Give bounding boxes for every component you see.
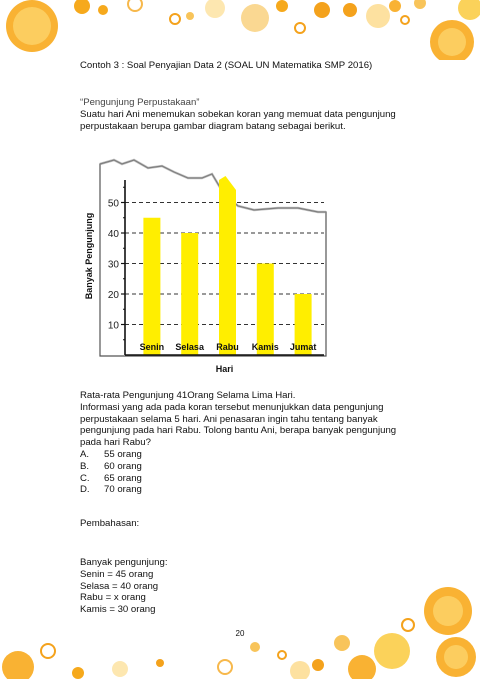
y-tick-label: 20 bbox=[107, 290, 119, 301]
solution-heading: Pembahasan: bbox=[80, 518, 140, 529]
option-b: B. 60 orang bbox=[80, 460, 142, 472]
x-tick-label: Rabu bbox=[216, 342, 239, 352]
question-block bbox=[80, 390, 400, 496]
x-axis-title: Hari bbox=[215, 364, 234, 374]
y-tick-label: 30 bbox=[107, 259, 119, 271]
option-c: C. 65 orang bbox=[80, 472, 142, 484]
bar-selasa bbox=[181, 233, 198, 355]
article-headline: “Pengunjung Perpustakaan” bbox=[80, 97, 200, 108]
x-tick-label: Senin bbox=[139, 342, 165, 352]
page-title: Contoh 3 : Soal Penyajian Data 2 (SOAL UN Matematika SMP 2016) bbox=[80, 60, 373, 71]
question-body: Informasi yang ada pada koran tersebut menunjukkan data pengunjung perpustakaan selama 5 hari. Ani penasaran ingin tahu tentang banyak pengunjung pada hari Rabu. Tolong bantu Ani, berapa banyak pengunjung pada hari Rabu? bbox=[80, 401, 397, 449]
y-tick-label: 50 bbox=[107, 198, 119, 210]
y-axis-title: Banyak Pengunjung bbox=[84, 212, 94, 300]
option-d: D. 70 orang bbox=[80, 484, 142, 496]
option-list bbox=[80, 449, 400, 496]
option-a: A. 55 orang bbox=[80, 448, 142, 460]
article-intro: Suatu hari Ani menemukan sobekan koran yang memuat data pengunjung perpustakaan berupa gambar diagram batang sebagai berikut. bbox=[80, 108, 396, 132]
solution-subheading: Banyak pengunjung: bbox=[80, 557, 168, 568]
y-tick-label: 10 bbox=[107, 320, 119, 332]
bar-rabu bbox=[219, 176, 236, 355]
article-text bbox=[80, 97, 400, 132]
x-tick-label: Kamis bbox=[251, 342, 279, 352]
x-tick-label: Jumat bbox=[289, 342, 317, 352]
solution-line: Selasa = 40 orang bbox=[80, 580, 159, 592]
page-number: 20 bbox=[235, 629, 245, 638]
solution-line: Rabu = x orang bbox=[80, 592, 146, 604]
question-statement: Rata-rata Pengunjung 41Orang Selama Lima Hari. bbox=[80, 390, 296, 401]
x-tick-label: Selasa bbox=[175, 342, 204, 352]
y-tick-label: 40 bbox=[107, 229, 119, 240]
solution-line: Kamis = 30 orang bbox=[80, 604, 156, 616]
decorative-bubbles-top bbox=[0, 0, 480, 60]
torn-paper bbox=[100, 160, 326, 356]
bar-senin bbox=[143, 218, 160, 355]
bar-chart bbox=[78, 154, 328, 379]
solution-line: Senin = 45 orang bbox=[80, 568, 154, 580]
decorative-bubbles-bottom bbox=[0, 585, 480, 679]
